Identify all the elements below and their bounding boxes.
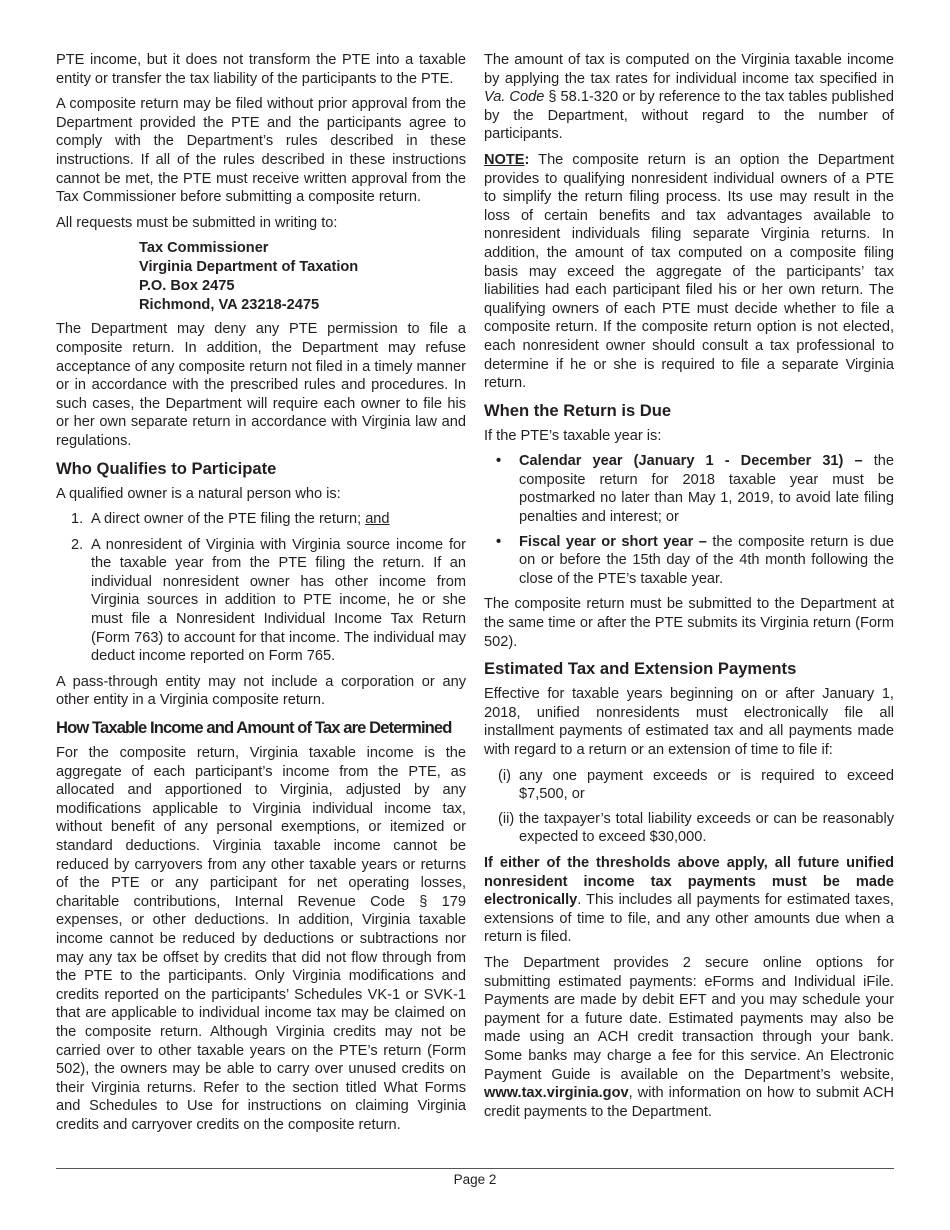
address-line: Virginia Department of Taxation (139, 259, 359, 276)
list-marker: (i) (498, 767, 511, 784)
list-item-text: A direct owner of the PTE filing the return; (91, 511, 362, 528)
paragraph-taxable-income: For the composite return, Virginia taxable income is the aggregate of each participant’s income from the PTE, as allocated and apportioned to Virginia, adjusted by any modifications applicable to Virginia individual income tax, without benefit of any personal exemptions, or itemized or standard deductions. Virginia taxable income cannot be reduced by carryovers from any other taxable years or returns of the PTE or any participant for net operating losses, charitable contributions, Internal Revenue Code § 179 expenses, or other deductions. In addition, Virginia taxable income cannot be reduced by deductions or subtractions nor may any tax be offset by credits that did not flow through from the PTE to the participants. Only Virginia modifications and credits reported on the participants’ Schedules VK-1 or SVK-1 that are applicable to individual income tax may be claimed on the composite return. Although Virginia credits may not be carried over to other taxable years on the PTE’s return (Form 502), the owners may be able to carry over unused credits on their Virginia returns. Refer to the section titled What Forms and Schedules to Use for instructions on claiming Virginia credits and carryover credits on the composite return. (56, 745, 466, 1133)
list-marker: (ii) (498, 810, 515, 827)
paragraph-thresholds (484, 854, 894, 947)
qualification-list (56, 510, 466, 666)
threshold-list (484, 767, 894, 847)
list-item (484, 452, 894, 526)
bullet-text: the composite return is due on or before the 15th day of the 4th month following the close of the PTE’s taxable year. (519, 533, 895, 587)
list-item-text: any one payment exceeds or is required to exceed $7,500, or (519, 767, 894, 803)
bullet-bold: Fiscal year or short year – (519, 533, 707, 550)
due-date-list (484, 452, 894, 588)
left-column (56, 51, 466, 1142)
text-run: . This includes all payments for estimated taxes, extensions of time to file, and any other amounts due when a return is filed. (484, 892, 894, 946)
list-item-and: and (365, 511, 390, 528)
note-text: The composite return is an option the Department provides to qualifying nonresident individual owners of a PTE to simplify the return filing process. Its use may result in the loss of certain benefits and tax advantages available to nonresident individuals filing separate Virginia returns. In addition, the amount of tax computed on a composite filing basis may exceed the aggregate of the participants’ tax liabilities had each participant filed his or her own return. The qualifying owners of each PTE must decide whether to file a composite return. If the composite return option is not elected, each nonresident owner should consult a tax professional to determine if he or she is required to file a separate Virginia return. (484, 151, 894, 392)
bullet-bold: Calendar year (January 1 - December 31) – (519, 453, 863, 470)
address-line: Tax Commissioner (139, 240, 269, 257)
threshold-warning: If either of the thresholds above apply, all future unified nonresident income tax payments must be made electronically (484, 854, 894, 909)
list-item (56, 536, 466, 666)
paragraph-electronic-filing: Effective for taxable years beginning on or after January 1, 2018, unified nonresidents must electronically file all installment payments of estimated tax and all payments made with regard to a return or an extension of time to file if: (484, 686, 894, 758)
list-marker: 2. (71, 536, 84, 553)
list-item (484, 533, 894, 589)
text-run: , with information on how to submit ACH credit payments to the Department. (484, 1085, 894, 1120)
paragraph-pte-income: PTE income, but it does not transform the PTE into a taxable entity or transfer the tax liability of the participants to the PTE. (56, 52, 466, 87)
bullet-marker: • (496, 453, 502, 470)
va-code: Va. Code (484, 89, 545, 106)
paragraph-composite-approval: A composite return may be filed without prior approval from the Department provided the PTE and the participants agree to comply with the Department’s rules described in these instructions. If all of the rules described in these instructions cannot be met, the PTE must receive written approval from the Tax Commissioner before submitting a composite return. (56, 96, 466, 206)
list-item (56, 510, 466, 529)
bullet-marker: • (496, 533, 502, 550)
paragraph-requests: All requests must be submitted in writing to: (56, 214, 338, 231)
note-label: NOTE (484, 151, 525, 168)
text-run: The Department provides 2 secure online options for submitting estimated payments: eForms and Individual iFile. Payments are made by debit EFT and you may schedule your payment for a future date. Estimated payments may also be made using an ACH credit transaction through your bank. Some banks may charge a fee for this service. An Electronic Payment Guide is available on the Department’s website, (484, 954, 894, 1083)
note-colon: : (524, 151, 530, 168)
bullet-text: the composite return for 2018 taxable year must be postmarked no later than May 1, 2019, to avoid late filing penalties and interest; or (519, 453, 894, 526)
paragraph-submission-timing: The composite return must be submitted to the Department at the same time or after the PTE submits its Virginia return (Form 502). (484, 596, 894, 650)
address-line: P.O. Box 2475 (139, 278, 235, 295)
footer-divider (56, 1168, 894, 1169)
address-line: Richmond, VA 23218-2475 (139, 297, 320, 314)
paragraph-qualified-owner: A qualified owner is a natural person who is: (56, 485, 341, 502)
text-run: § 58.1-320 or by reference to the tax tables published by the Department, without regard to the number of participants. (484, 89, 894, 143)
paragraph-pass-through: A pass-through entity may not include a corporation or any other entity in a Virginia composite return. (56, 673, 466, 709)
page-number: Page 2 (453, 1172, 497, 1187)
paragraph-taxable-year: If the PTE’s taxable year is: (484, 427, 662, 444)
text-run: The amount of tax is computed on the Virginia taxable income by applying the tax rates for individual income tax specified in (484, 52, 894, 87)
list-marker: 1. (71, 511, 84, 528)
heading-who-qualifies: Who Qualifies to Participate (56, 458, 277, 478)
list-item (484, 810, 894, 847)
paragraph-deny-permission: The Department may deny any PTE permission to file a composite return. In addition, the Department may refuse acceptance of any composite return not filed in a timely manner or in accordance with the prescribed rules and procedures. In such cases, the Department will require each owner to file his or her own separate return in accordance with Virginia law and regulations. (56, 321, 466, 449)
list-item (484, 767, 894, 804)
heading-taxable-income: How Taxable Income and Amount of Tax are Determined (56, 718, 452, 738)
mailing-address (139, 239, 466, 315)
heading-return-due: When the Return is Due (484, 400, 672, 420)
paragraph-online-options (484, 954, 894, 1121)
list-item-text: the taxpayer’s total liability exceeds or can be reasonably expected to exceed $30,000. (519, 810, 894, 846)
list-item-text: A nonresident of Virginia with Virginia source income for the taxable year from the PTE filing the return. If an individual nonresident owner has other income from Virginia sources in addition to PTE income, he or she must file a Nonresident Individual Income Tax Return (Form 763) to account for that income. The individual may deduct income reported on Form 765. (91, 536, 466, 665)
paragraph-note (484, 151, 894, 393)
right-column (484, 51, 894, 1128)
heading-estimated-tax: Estimated Tax and Extension Payments (484, 659, 797, 679)
website-link[interactable]: www.tax.virginia.gov (484, 1085, 629, 1102)
paragraph-tax-computed (484, 51, 894, 144)
